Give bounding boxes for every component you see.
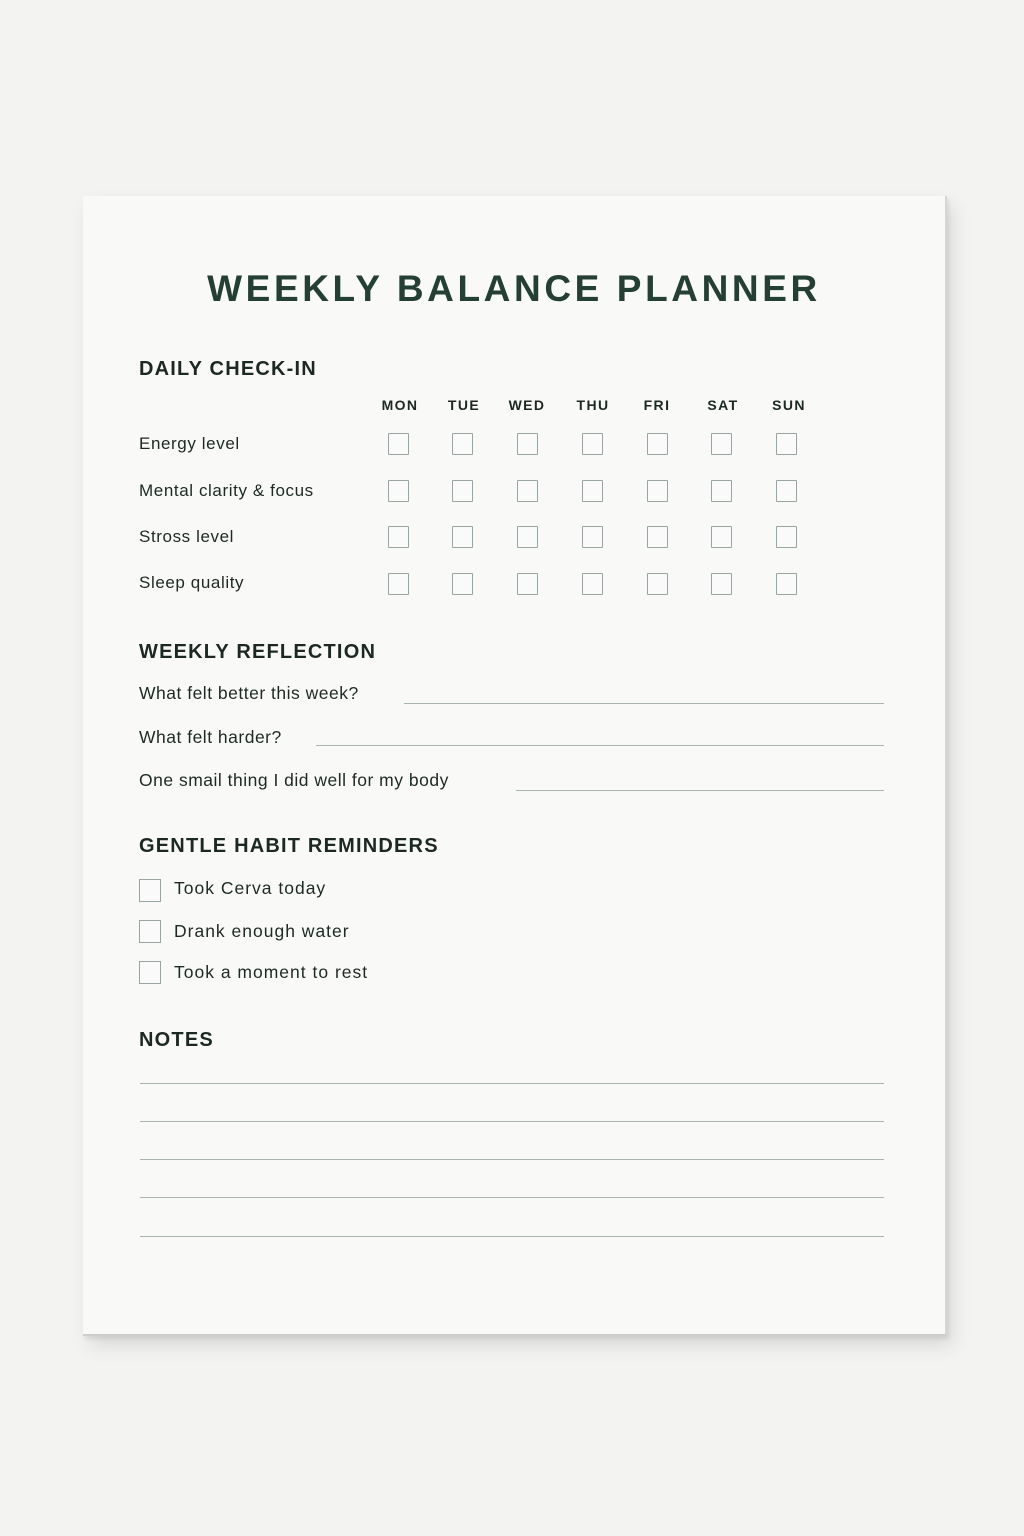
answer-line-body[interactable] — [516, 790, 884, 791]
habit-checkbox-water[interactable] — [139, 920, 161, 943]
day-fri: FRI — [643, 397, 671, 413]
checkbox-clarity-thu[interactable] — [582, 480, 603, 502]
prompt-label: What felt harder? — [139, 727, 282, 747]
habit-reminders-heading: GENTLE HABIT REMINDERS — [139, 835, 439, 857]
note-line-2[interactable] — [140, 1121, 884, 1122]
checkbox-sleep-tue[interactable] — [452, 573, 473, 595]
row-label: Sleep quality — [139, 573, 245, 592]
day-sun: SUN — [772, 397, 806, 413]
answer-line-better[interactable] — [404, 703, 884, 704]
weekly-reflection-heading: WEEKLY REFLECTION — [139, 641, 377, 663]
checkbox-clarity-sun[interactable] — [776, 480, 797, 502]
day-wed: WED — [508, 397, 546, 413]
row-label: Stross level — [139, 527, 235, 546]
checkbox-energy-fri[interactable] — [647, 433, 668, 455]
row-label: Mental clarity & focus — [139, 481, 314, 500]
checkbox-stress-mon[interactable] — [388, 526, 409, 548]
checkbox-stress-wed[interactable] — [517, 526, 538, 548]
page-title: WEEKLY BALANCE PLANNER — [207, 268, 821, 309]
checkbox-sleep-wed[interactable] — [517, 573, 538, 595]
checkbox-clarity-mon[interactable] — [388, 480, 409, 502]
habit-label: Took Cerva today — [174, 878, 327, 898]
habit-label: Took a moment to rest — [174, 962, 369, 982]
checkbox-clarity-wed[interactable] — [517, 480, 538, 502]
daily-checkin-heading: DAILY CHECK-IN — [139, 358, 317, 380]
checkbox-sleep-sat[interactable] — [711, 573, 732, 595]
checkbox-sleep-thu[interactable] — [582, 573, 603, 595]
note-line-1[interactable] — [140, 1083, 884, 1084]
checkbox-energy-sat[interactable] — [711, 433, 732, 455]
checkbox-sleep-sun[interactable] — [776, 573, 797, 595]
note-line-4[interactable] — [140, 1197, 884, 1198]
day-sat: SAT — [707, 397, 739, 413]
checkbox-stress-sun[interactable] — [776, 526, 797, 548]
notes-heading: NOTES — [139, 1029, 214, 1051]
planner-sheet — [83, 196, 947, 1336]
checkbox-energy-sun[interactable] — [776, 433, 797, 455]
habit-checkbox-rest[interactable] — [139, 961, 161, 984]
day-tue: TUE — [447, 397, 481, 413]
checkbox-energy-thu[interactable] — [582, 433, 603, 455]
checkbox-clarity-sat[interactable] — [711, 480, 732, 502]
checkbox-sleep-fri[interactable] — [647, 573, 668, 595]
day-mon: MON — [381, 397, 419, 413]
day-thu: THU — [576, 397, 610, 413]
habit-label: Drank enough water — [174, 921, 350, 941]
habit-checkbox-cerva[interactable] — [139, 879, 161, 902]
checkbox-clarity-tue[interactable] — [452, 480, 473, 502]
checkbox-sleep-mon[interactable] — [388, 573, 409, 595]
prompt-label: What felt better this week? — [139, 683, 359, 703]
row-label: Energy level — [139, 434, 240, 453]
answer-line-harder[interactable] — [316, 745, 884, 746]
checkbox-stress-sat[interactable] — [711, 526, 732, 548]
checkbox-stress-fri[interactable] — [647, 526, 668, 548]
checkbox-energy-mon[interactable] — [388, 433, 409, 455]
checkbox-energy-tue[interactable] — [452, 433, 473, 455]
checkbox-stress-thu[interactable] — [582, 526, 603, 548]
note-line-5[interactable] — [140, 1236, 884, 1237]
checkbox-stress-tue[interactable] — [452, 526, 473, 548]
note-line-3[interactable] — [140, 1159, 884, 1160]
checkbox-clarity-fri[interactable] — [647, 480, 668, 502]
checkbox-energy-wed[interactable] — [517, 433, 538, 455]
prompt-label: One smail thing I did well for my body — [139, 770, 449, 790]
